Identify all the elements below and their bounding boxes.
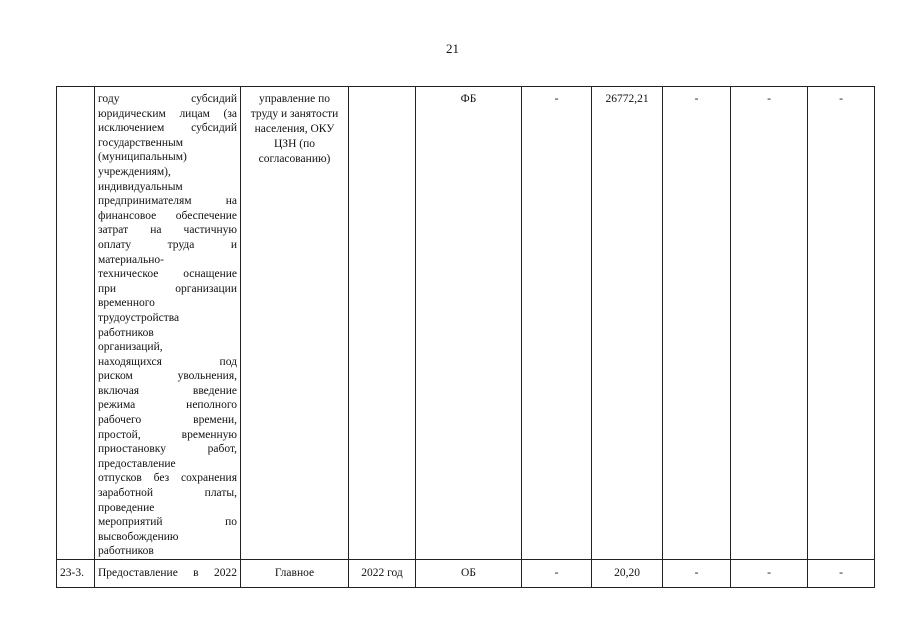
description-line: работников [98,326,154,339]
description-line: при организации [98,282,237,295]
description-line: учреждениям), [98,165,171,178]
description-line: режима неполного [98,399,237,412]
value-cell: - [663,560,731,588]
description-line: техническое оснащение [98,268,237,281]
description-line: Предоставление в 2022 [98,567,237,579]
table-row [57,87,875,560]
activity-description-cell [95,560,241,588]
page-number: 21 [446,41,459,56]
description-line: мероприятий по [98,516,237,529]
description-line: заработной платы, [98,487,237,500]
description-line: государственным [98,136,184,149]
description-line: индивидуальным [98,180,183,193]
description-line: юридическим лицам (за [98,107,237,120]
activity-description-cell [95,87,241,560]
description-line: затрат на частичную [98,224,237,237]
description-line: рабочего времени, [98,414,237,427]
period-cell: 2022 год [349,560,416,588]
table-row [57,560,875,588]
description-line: оплату труда и [98,238,237,251]
description-line: предоставление [98,457,176,470]
value-cell: 26772,21 [592,87,663,560]
description-line: работников [98,545,154,558]
executor-cell: управление по труду и занятости населения, ОКУ ЦЗН (по согласованию) [241,87,349,560]
description-line: приостановку работ, [98,443,237,456]
description-line: риском увольнения, [98,370,237,383]
description-line: году субсидий [98,93,237,105]
description-line: финансовое обеспечение [98,209,237,222]
value-cell: - [522,560,592,588]
description-line: исключением субсидий [98,122,237,135]
funding-source-cell: ФБ [416,87,522,560]
description-line: трудоустройства [98,311,180,324]
description-line: проведение [98,501,155,514]
value-cell: - [731,87,808,560]
description-line: отпусков без сохранения [98,472,237,485]
description-line: включая введение [98,384,237,397]
value-cell: - [808,560,875,588]
description-line: организаций, [98,341,163,354]
value-cell: 20,20 [592,560,663,588]
value-cell: - [663,87,731,560]
description-line: простой, временную [98,428,237,441]
value-cell: - [731,560,808,588]
description-line: временного [98,297,155,310]
description-line: находящихся под [98,355,237,368]
value-cell: - [808,87,875,560]
program-activities-table [56,86,875,588]
description-line: (муниципальным) [98,151,187,164]
description-line: предпринимателям на [98,195,237,208]
row-number-cell: 23-3. [57,560,95,588]
description-line: материально- [98,253,164,266]
period-cell [349,87,416,560]
row-number-cell [57,87,95,560]
value-cell: - [522,87,592,560]
description-line: высвобождению [98,530,179,543]
executor-cell: Главное [241,560,349,588]
funding-source-cell: ОБ [416,560,522,588]
